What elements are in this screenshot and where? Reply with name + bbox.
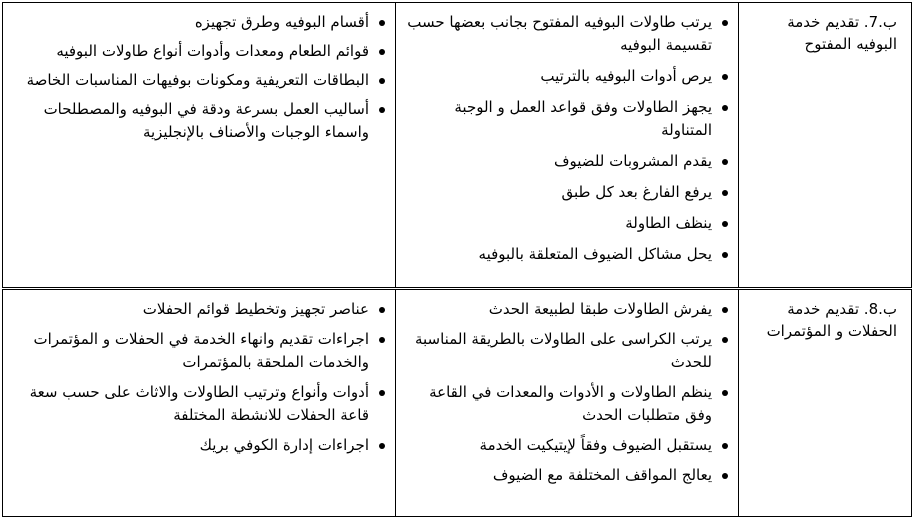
list-item: ينظف الطاولة [406,212,728,235]
skills-cell [396,3,739,289]
skills-list [396,290,738,487]
list-item: يفرش الطاولات طبقا لطبيعة الحدث [406,298,728,321]
table-row [3,3,912,289]
list-item: أقسام البوفيه وطرق تجهيزه [13,11,385,34]
list-item: البطاقات التعريفية ومكونات بوفيهات المناسبات الخاصة [13,69,385,92]
skills-list [396,3,738,266]
unit-title: ب.8. تقديم خدمة الحفلات و المؤتمرات [766,300,897,340]
knowledge-list [3,290,395,457]
list-item: يرفع الفارغ بعد كل طبق [406,181,728,204]
list-item: أساليب العمل بسرعة ودقة في البوفيه والمصطلحات واسماء الوجبات والأصناف بالإنجليزية [13,98,385,144]
list-item: قوائم الطعام ومعدات وأدوات أنواع طاولات البوفيه [13,40,385,63]
list-item: اجراءات تقديم وانهاء الخدمة في الحفلات و المؤتمرات والخدمات الملحقة بالمؤتمرات [13,328,385,374]
list-item: عناصر تجهيز وتخطيط قوائم الحفلات [13,298,385,321]
skills-cell [396,289,739,517]
knowledge-cell [3,289,396,517]
list-item: يرص أدوات البوفيه بالترتيب [406,65,728,88]
unit-title-cell [739,289,912,517]
unit-title-cell [739,3,912,289]
list-item: يستقبل الضيوف وفقاً لإيتيكيت الخدمة [406,434,728,457]
list-item: ينظم الطاولات و الأدوات والمعدات في القاعة وفق متطلبات الحدث [406,381,728,427]
list-item: يجهز الطاولات وفق قواعد العمل و الوجبة المتناولة [406,96,728,142]
list-item: يحل مشاكل الضيوف المتعلقة بالبوفيه [406,243,728,266]
list-item: يرتب طاولات البوفيه المفتوح بجانب بعضها حسب تقسيمة البوفيه [406,11,728,57]
list-item: يعالج المواقف المختلفة مع الضيوف [406,464,728,487]
competency-table [2,2,912,517]
unit-title: ب.7. تقديم خدمة البوفيه المفتوح [787,13,897,53]
knowledge-cell [3,3,396,289]
list-item: يقدم المشروبات للضيوف [406,150,728,173]
list-item: اجراءات إدارة الكوفي بريك [13,434,385,457]
table-row [3,289,912,517]
list-item: أدوات وأنواع وترتيب الطاولات والاثاث على حسب سعة قاعة الحفلات للانشطة المختلفة [13,381,385,427]
list-item: يرتب الكراسى على الطاولات بالطريقة المناسبة للحدث [406,328,728,374]
knowledge-list [3,3,395,144]
